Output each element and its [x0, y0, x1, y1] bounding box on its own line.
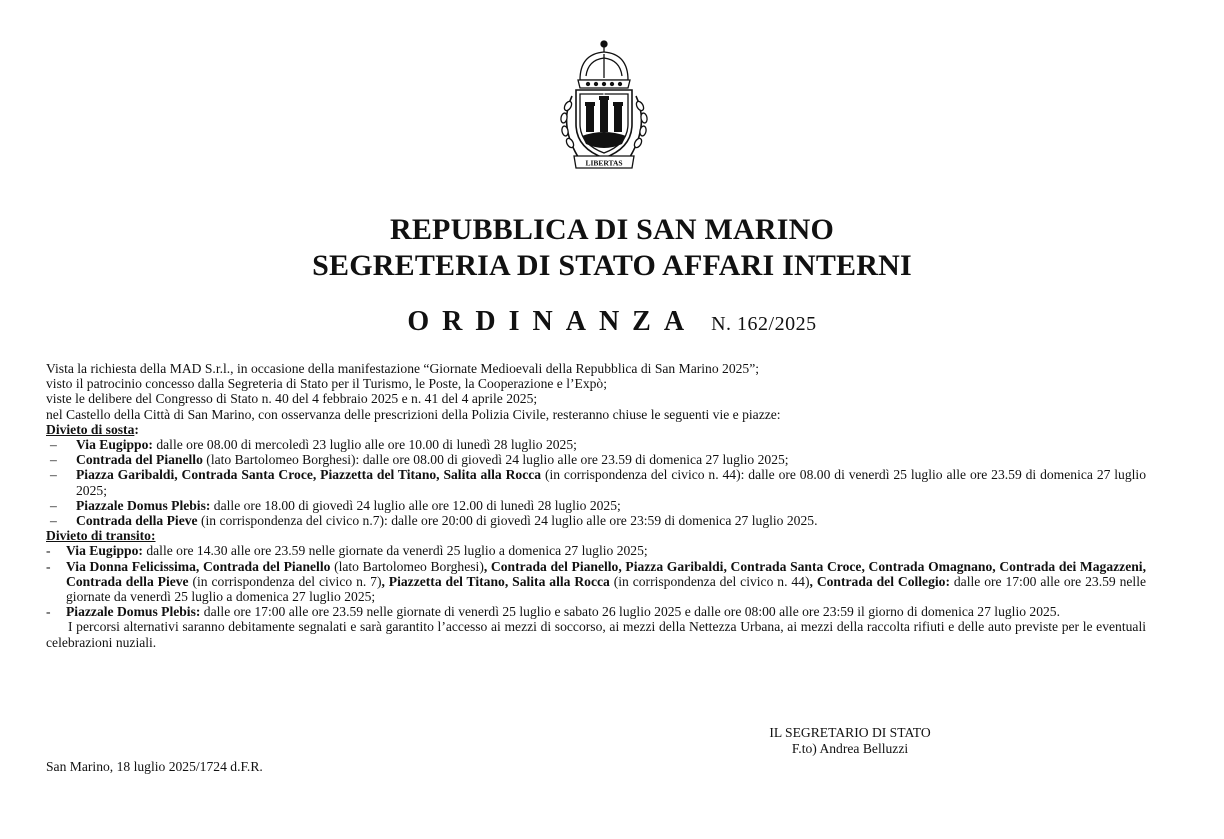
ordinance-number: N. 162/2025 — [711, 313, 817, 335]
place-and-date: San Marino, 18 luglio 2025/1724 d.F.R. — [46, 759, 263, 774]
parking-ban-item: – Contrada della Pieve (in corrispondenza del civico n.7): dalle ore 20:00 di giovedì 24 luglio alle ore 23:59 di domenica 27 luglio 2025. — [50, 513, 818, 529]
closing-paragraph: I percorsi alternativi saranno debitamente segnalati e sarà garantito l’accesso ai mezzi di soccorso, ai mezzi della Nettezza Urbana, ai mezzi della raccolta rifiuti e delle auto previste per le eventuali celebrazioni nuziali. — [46, 619, 1146, 650]
parking-ban-item: – Piazzale Domus Plebis: dalle ore 18.00 di giovedì 24 luglio alle ore 12.00 di lunedì 28 luglio 2025; — [50, 497, 621, 513]
transit-ban-heading: Divieto di transito: — [46, 528, 156, 544]
transit-ban-item: - Via Donna Felicissima, Contrada del Pianello (lato Bartolomeo Borghesi), Contrada del Pianello, Piazza Garibaldi, Contrada Santa Croce, Contrada Omagnano, Contrada dei Magazzeni, Contrada della Pieve (in corrispondenza del civico n. 7), Piazzetta del Titano, Salita alla Rocca (in corrispondenza del civico n. 44), Contrada del Collegio: dalle ore 17:00 alle ore 23.59 nelle giornate da venerdì 25 luglio a domenica 27 luglio 2025; — [46, 558, 1147, 605]
ordinance-title-line — [0, 306, 1224, 338]
intro-paragraph: visto il patrocinio concesso dalla Segreteria di Stato per il Turismo, le Poste, la Cooperazione e l’Expò; — [46, 376, 608, 392]
header-republic: REPUBBLICA DI SAN MARINO — [389, 213, 835, 246]
parking-ban-item: – Via Eugippo: dalle ore 08.00 di mercoledì 23 luglio alle ore 10.00 di lunedì 28 luglio 2025; — [50, 437, 577, 453]
san-marino-coat-of-arms-icon — [546, 36, 662, 174]
intro-paragraph: viste le delibere del Congresso di Stato n. 40 del 4 febbraio 2025 e n. 41 del 4 aprile 2025; — [46, 391, 538, 407]
parking-ban-heading: Divieto di sosta: — [46, 421, 139, 437]
ordinance-body — [46, 361, 1146, 650]
signature-name: F.to) Andrea Belluzzi — [791, 741, 909, 756]
svg-text:LIBERTAS: LIBERTAS — [585, 158, 623, 168]
intro-paragraph: nel Castello della Città di San Marino, con osservanza delle prescrizioni della Polizia Civile, resteranno chiuse le seguenti vie e piazze: — [46, 406, 781, 422]
parking-ban-item: – Piazza Garibaldi, Contrada Santa Croce, Piazzetta del Titano, Salita alla Rocca (in corrispondenza del civico n. 44): dalle ore 08.00 di venerdì 25 luglio alle ore 23.59 di domenica 27 luglio 2025; — [50, 467, 1147, 498]
ordinance-title: ORDINANZA — [407, 306, 698, 337]
parking-ban-item: – Contrada del Pianello (lato Bartolomeo Borghesi): dalle ore 08.00 di giovedì 24 luglio alle ore 23.59 di domenica 27 luglio 2025; — [50, 452, 789, 468]
signature-title: IL SEGRETARIO DI STATO — [769, 725, 931, 740]
intro-paragraph: Vista la richiesta della MAD S.r.l., in occasione della manifestazione “Giornate Medioevali della Repubblica di San Marino 2025”; — [46, 361, 760, 376]
transit-ban-item: - Piazzale Domus Plebis: dalle ore 17:00 alle ore 23.59 nelle giornate di venerdì 25 luglio e sabato 26 luglio 2025 e dalle ore 08:00 alle ore 23:59 il giorno di domenica 27 luglio 2025. — [46, 604, 1061, 620]
header-secretariat: SEGRETERIA DI STATO AFFARI INTERNI — [312, 249, 912, 282]
transit-ban-item: - Via Eugippo: dalle ore 14.30 alle ore 23.59 nelle giornate da venerdì 25 luglio a domenica 27 luglio 2025; — [46, 543, 648, 559]
